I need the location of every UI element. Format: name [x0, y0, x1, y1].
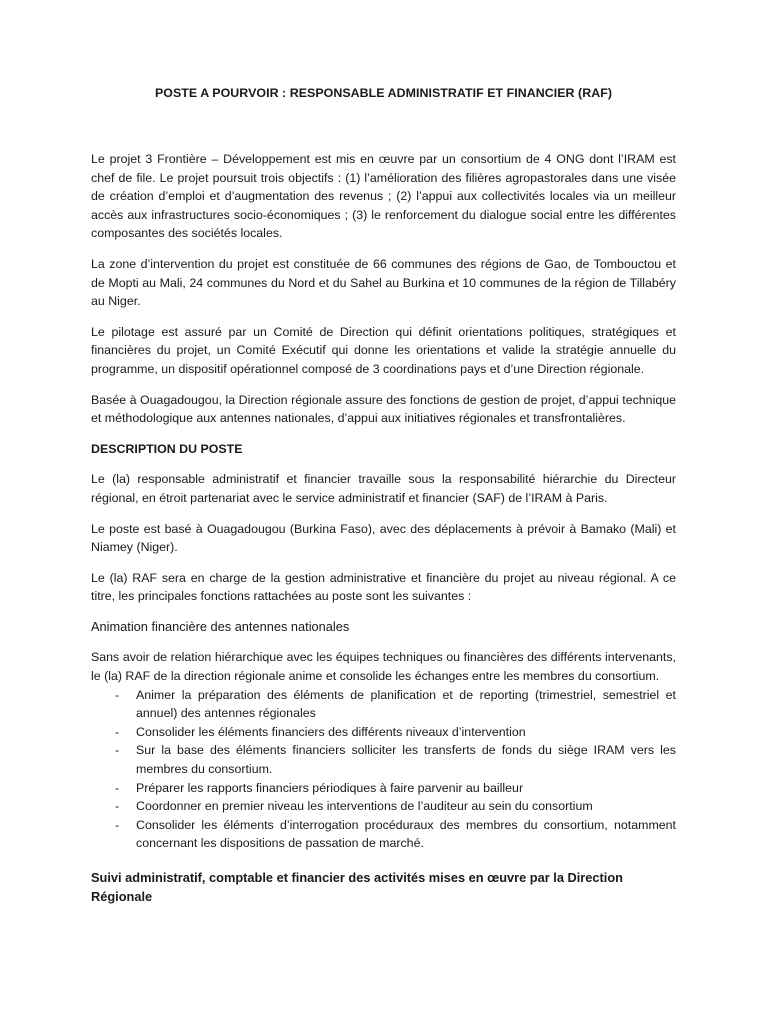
list-item-text: Consolider les éléments financiers des différents niveaux d’intervention — [136, 724, 526, 739]
description-paragraph-2: Le poste est basé à Ouagadougou (Burkina Faso), avec des déplacements à prévoir à Bamako (Mali) et Niamey (Niger). — [91, 521, 676, 555]
list-item — [115, 686, 676, 723]
bullet-dash: - — [115, 687, 120, 702]
description-paragraph-3: Le (la) RAF sera en charge de la gestion administrative et financière du projet au niveau régional. A ce titre, les principales fonctions rattachées au poste sont les suivantes : — [91, 570, 676, 604]
intro-paragraph-1: Le projet 3 Frontière – Développement est mis en œuvre par un consortium de 4 ONG dont l’IRAM est chef de file. Le projet poursuit trois objectifs : (1) l’amélioration des filières agropastorales dans une visée de création d’emploi et d’augmentation des revenus ; (2) l’appui aux collectivités locales via un meilleur accès aux infrastructures socio-économiques ; (3) le renforcement du dialogue social entre les différentes composantes des sociétés locales. — [91, 152, 676, 241]
section-heading-animation: Animation financière des antennes nationales — [91, 618, 350, 634]
bullet-dash: - — [115, 817, 120, 832]
bullet-dash: - — [115, 743, 120, 758]
section-animation-intro: Sans avoir de relation hiérarchique avec les équipes techniques ou financières des différents intervenants, le (la) RAF de la direction régionale anime et consolide les échanges entre les membres du consortium. — [91, 650, 676, 684]
section-heading-suivi: Suivi administratif, comptable et financier des activités mises en œuvre par la Direction Régionale — [91, 870, 623, 904]
responsibilities-list — [91, 686, 676, 853]
intro-paragraph-2: La zone d’intervention du projet est constituée de 66 communes des régions de Gao, de Tombouctou et de Mopti au Mali, 24 communes du Nord et du Sahel au Burkina et 10 communes de la région de Tillabéry au Niger. — [91, 256, 676, 309]
list-item — [115, 723, 676, 742]
list-item-text: Préparer les rapports financiers périodiques à faire parvenir au bailleur — [136, 780, 524, 795]
bullet-dash: - — [115, 799, 120, 814]
list-item-text: Consolider les éléments d’interrogation procéduraux des membres du consortium, notamment concernant les dispositions de passation de marché. — [136, 817, 676, 851]
bullet-dash: - — [115, 724, 120, 739]
list-item — [115, 779, 676, 798]
list-item-text: Coordonner en premier niveau les interventions de l’auditeur au sein du consortium — [136, 799, 593, 814]
list-item-text: Animer la préparation des éléments de planification et de reporting (trimestriel, semestriel et annuel) des antennes régionales — [136, 687, 676, 721]
list-item — [115, 741, 676, 778]
list-item — [115, 797, 676, 816]
intro-paragraph-4: Basée à Ouagadougou, la Direction régionale assure des fonctions de gestion de projet, d’appui technique et méthodologique aux antennes nationales, d’appui aux initiatives régionales et transfrontalières. — [91, 392, 676, 426]
list-item-text: Sur la base des éléments financiers solliciter les transferts de fonds du siège IRAM vers les membres du consortium. — [136, 743, 676, 777]
description-paragraph-1: Le (la) responsable administratif et financier travaille sous la responsabilité hiérarchie du Directeur régional, en étroit partenariat avec le service administratif et financier (SAF) de l’IRAM à Paris. — [91, 472, 676, 505]
description-heading: DESCRIPTION DU POSTE — [91, 441, 243, 456]
document-title: POSTE A POURVOIR : RESPONSABLE ADMINISTRATIF ET FINANCIER (RAF) — [154, 86, 613, 100]
list-item — [115, 816, 676, 853]
intro-paragraph-3: Le pilotage est assuré par un Comité de Direction qui définit orientations politiques, stratégiques et financières du projet, un Comité Exécutif qui donne les orientations et valide la stratégie annuelle du programme, un dispositif opérationnel composé de 3 coordinations pays et d’une Direction régionale. — [91, 324, 676, 376]
bullet-dash: - — [115, 780, 120, 795]
